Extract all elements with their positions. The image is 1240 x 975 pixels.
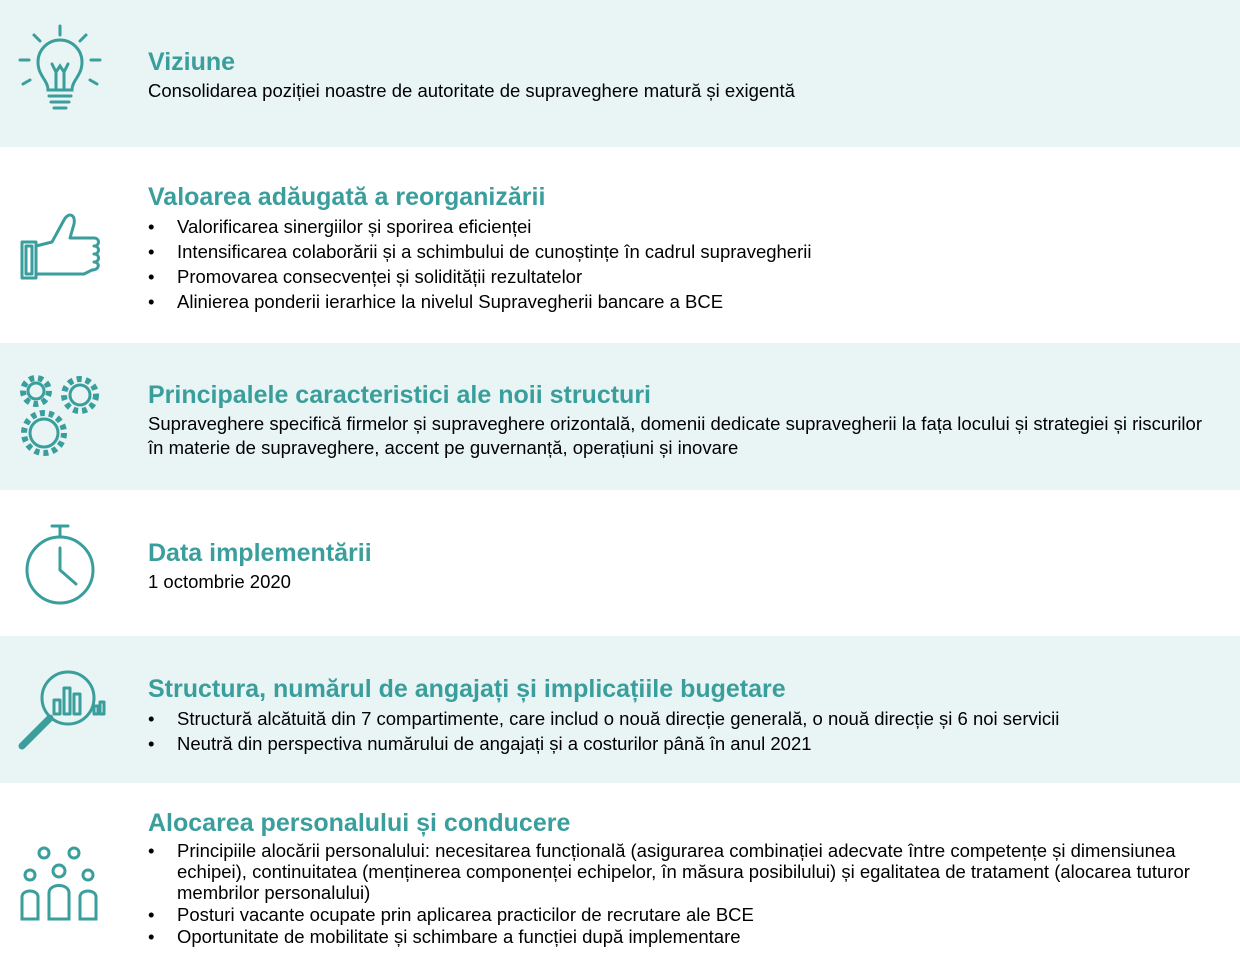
section-valoarea-adaugata bbox=[0, 147, 1240, 343]
section-text: 1 octombrie 2020 bbox=[148, 571, 291, 592]
section-title: Alocarea personalului și conducere bbox=[148, 809, 571, 837]
list-item: • Promovarea consecvenței și solidității rezultatelor bbox=[148, 264, 1220, 289]
list-item: • Intensificarea colaborării și a schimbului de cunoștințe în cadrul supravegherii bbox=[148, 239, 1220, 264]
section-text: Consolidarea poziției noastre de autoritate de supraveghere matură și exigentă bbox=[148, 80, 795, 101]
people-icon bbox=[14, 839, 106, 931]
section-structura bbox=[0, 636, 1240, 783]
section-text: Supraveghere specifică firmelor și supraveghere orizontală, domenii dedicate supravegherii la fața locului și strategiei și riscurilor în materie de supraveghere, accent pe guvernanță, operațiuni și inovare bbox=[148, 413, 1202, 458]
magnifier-chart-icon bbox=[14, 666, 106, 758]
section-data-implementarii bbox=[0, 490, 1240, 636]
gears-icon bbox=[14, 369, 106, 461]
stopwatch-icon bbox=[14, 520, 106, 612]
list-item: • Principiile alocării personalului: necesitarea funcțională (asigurarea combinației adecvate între competențe și dimensiunea echipei), continuitatea (menținerea componenței echipelor, în măsura posibilului) și egalitatea de tratament (alocarea tuturor membrilor personalului) bbox=[148, 840, 1220, 903]
section-title: Valoarea adăugată a reorganizării bbox=[148, 183, 546, 211]
list-item: • Structură alcătuită din 7 compartimente, care includ o nouă direcție generală, o nouă direcție și 6 noi servicii bbox=[148, 706, 1220, 731]
list-item: • Neutră din perspectiva numărului de angajați și a costurilor până în anul 2021 bbox=[148, 731, 1220, 756]
section-caracteristici bbox=[0, 343, 1240, 490]
section-alocarea-personalului bbox=[0, 783, 1240, 975]
bullet-list bbox=[148, 214, 1220, 314]
list-item: • Alinierea ponderii ierarhice la nivelul Supravegherii bancare a BCE bbox=[148, 289, 1220, 314]
list-item: • Valorificarea sinergiilor și sporirea eficienței bbox=[148, 214, 1220, 239]
section-title: Data implementării bbox=[148, 539, 372, 567]
thumbs-up-icon bbox=[14, 202, 106, 294]
section-viziune bbox=[0, 0, 1240, 147]
section-title: Principalele caracteristici ale noii structuri bbox=[148, 381, 651, 409]
section-title: Structura, numărul de angajați și implicațiile bugetare bbox=[148, 675, 786, 703]
list-item: • Oportunitate de mobilitate și schimbare a funcției după implementare bbox=[148, 926, 1220, 947]
lightbulb-icon bbox=[14, 20, 106, 112]
bullet-list bbox=[148, 840, 1220, 947]
bullet-list bbox=[148, 706, 1220, 756]
list-item: • Posturi vacante ocupate prin aplicarea practicilor de recrutare ale BCE bbox=[148, 904, 1220, 925]
section-title: Viziune bbox=[148, 48, 236, 76]
